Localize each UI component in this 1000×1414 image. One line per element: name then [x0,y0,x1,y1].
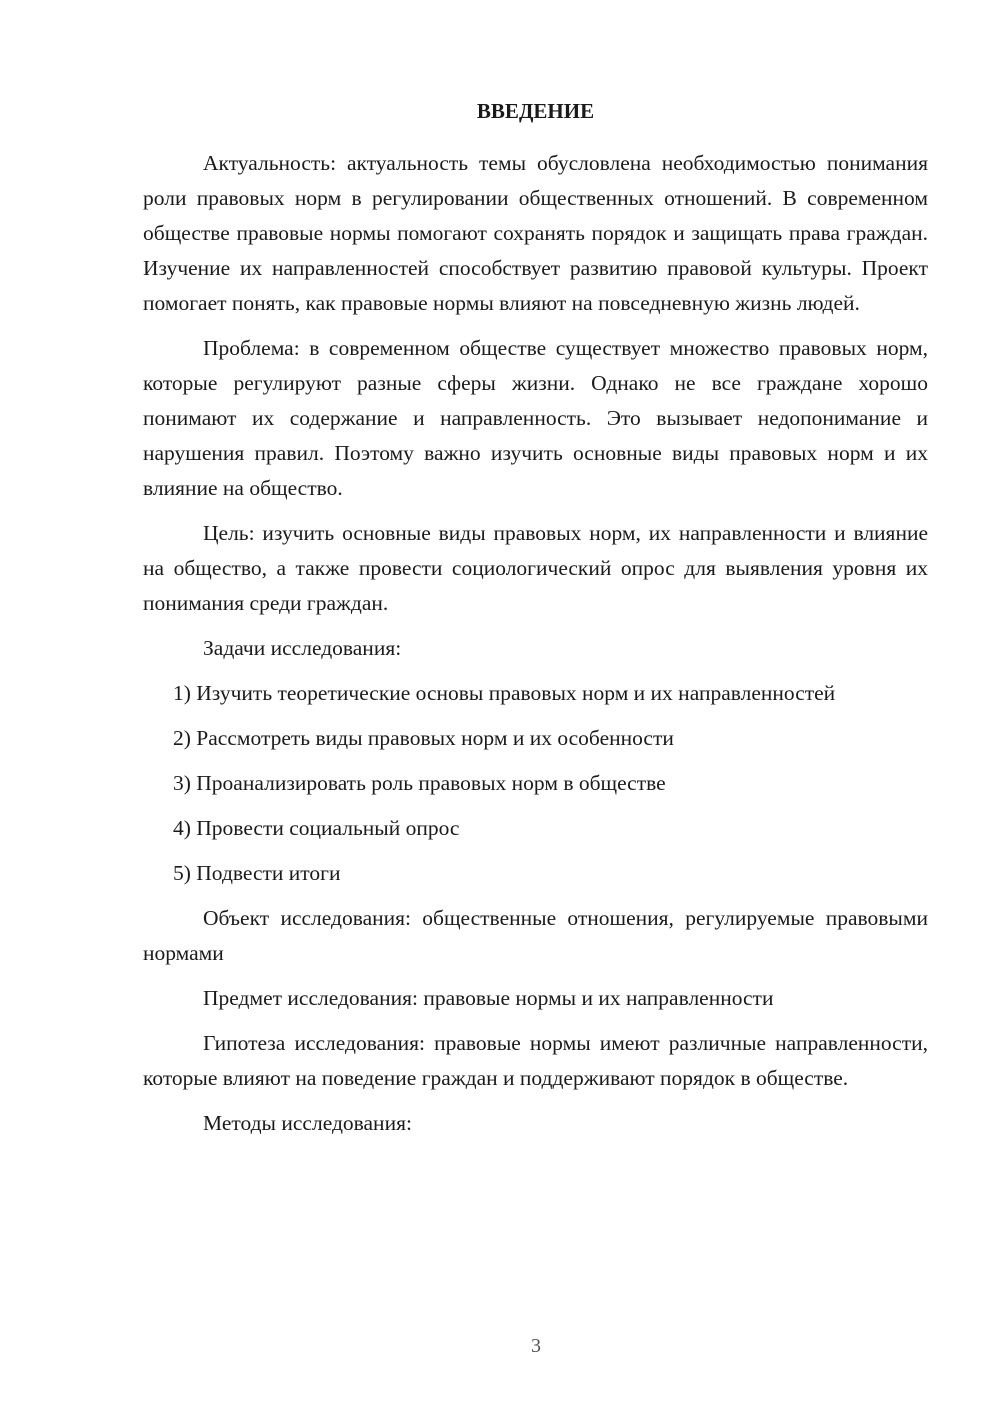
object-paragraph: Объект исследования: общественные отношения, регулируемые правовыми нормами [143,906,928,965]
goal-paragraph: Цель: изучить основные виды правовых норм, их направленности и влияние на общество, а также провести социологический опрос для выявления уровня их понимания среди граждан. [143,521,928,615]
subject-paragraph: Предмет исследования: правовые нормы и их направленности [203,986,774,1010]
task-item: 2) Рассмотреть виды правовых норм и их особенности [173,726,674,750]
section-title: ВВЕДЕНИЕ [476,99,595,123]
relevance-paragraph: Актуальность: актуальность темы обусловлена необходимостью понимания роли правовых норм в регулировании общественных отношений. В современном обществе правовые нормы помогают сохранять порядок и защищать права граждан. Изучение их направленностей способствует развитию правовой культуры. Проект помогает понять, как правовые нормы влияют на повседневную жизнь людей. [143,151,928,315]
task-item: 5) Подвести итоги [173,861,341,885]
task-item: 4) Провести социальный опрос [173,816,460,840]
task-item: 1) Изучить теоретические основы правовых норм и их направленностей [173,681,836,705]
hypothesis-paragraph: Гипотеза исследования: правовые нормы имеют различные направленности, которые влияют на поведение граждан и поддерживают порядок в обществе. [143,1031,928,1090]
page-number: 3 [531,1335,541,1357]
document-page [143,96,928,1151]
tasks-heading: Задачи исследования: [203,636,402,660]
tasks-list [143,676,928,891]
task-item: 3) Проанализировать роль правовых норм в обществе [173,771,666,795]
methods-heading: Методы исследования: [203,1111,412,1135]
problem-paragraph: Проблема: в современном обществе существует множество правовых норм, которые регулируют разные сферы жизни. Однако не все граждане хорошо понимают их содержание и направленность. Это вызывает недопонимание и нарушения правил. Поэтому важно изучить основные виды правовых норм и их влияние на общество. [143,336,928,500]
